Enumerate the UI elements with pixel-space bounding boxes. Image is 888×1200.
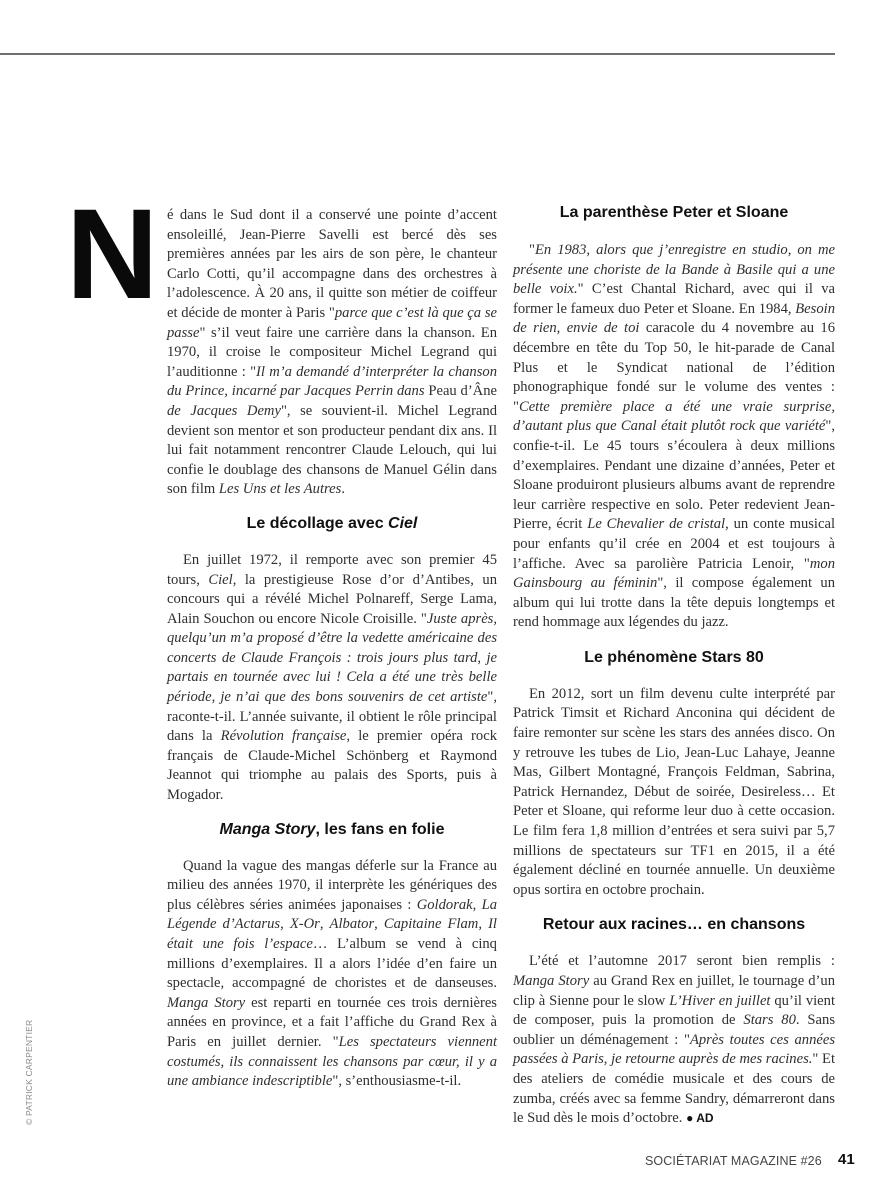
- heading-italic-text: Ciel: [388, 514, 418, 532]
- italic-text-run: Le Chevalier de cristal: [587, 516, 726, 533]
- italic-text-run: Révolution française: [220, 728, 347, 745]
- italic-text-run: de Jacques Demy: [167, 402, 281, 419]
- heading-text: Le décollage avec: [246, 514, 389, 532]
- paragraph-retour-racines: [513, 952, 835, 1128]
- text-run: .: [341, 481, 345, 498]
- italic-text-run: Goldorak: [416, 896, 473, 913]
- text-run: , le premier opéra rock français de Claude-Michel Schönberg et Raymond Jeannot qui triomphe au palais des Sports, puis à Mogador.: [167, 728, 497, 804]
- text-run: ,: [319, 916, 330, 933]
- paragraph-text: [513, 953, 835, 1126]
- text-run: ", se souvient-il. Michel Legrand devient son mentor et son producteur pendant dix ans. Il lui fait notamment rencontrer Claude Lelouch, qui lui confie le doublage des chansons de Manuel Gélin dans son film: [167, 402, 498, 498]
- text-run: Quand la vague des mangas déferle sur la France au milieu des années 1970, il interprète les génériques des plus célèbres séries animées japonaises :: [167, 857, 497, 913]
- text-run: est reparti en tournée ces trois dernières années en province, et a fait l’affiche du Grand Rex à Paris en juillet dernier. ": [167, 994, 497, 1050]
- italic-text-run: Les spectateurs viennent costumés, ils connaissent les chansons par cœur, il y a une ambiance indescriptible: [167, 1033, 497, 1090]
- page-number: 41: [838, 1151, 855, 1168]
- text-run: ,: [374, 916, 384, 933]
- section-heading-peter-sloane: La parenthèse Peter et Sloane: [559, 204, 789, 221]
- italic-text-run: Capitaine Flam: [383, 916, 479, 933]
- text-run: ", il compose également un album qui lui trotte dans la tête depuis longtemps et rend hommage aux légendes du jazz.: [513, 575, 835, 631]
- italic-text-run: Ciel: [208, 571, 233, 588]
- italic-text-run: X-Or: [289, 916, 320, 933]
- italic-text-run: En 1983, alors que j’enregistre en studio, on me présente une choriste de la Bande à Basile qui a une belle voix.: [513, 242, 835, 298]
- italic-text-run: Albator: [329, 916, 375, 933]
- text-run: , la prestigieuse Rose d’or d’Antibes, un concours qui a révélé Michel Polnareff, Serge Lama, Alain Souchon ou encore Nicole Croisille. ": [167, 571, 497, 627]
- text-run: caracole du 4 novembre au 16 décembre en tête du Top 50, le hit-parade de Canal Plus et le Syndicat national de l’édition phonographique fondé sur le volume des ventes : ": [513, 320, 835, 415]
- text-run: L’été et l’automne 2017 seront bien remplis :: [529, 953, 835, 970]
- text-run: , un conte musical pour enfants qu’il crée en 2004 et est toujours à l’affiche. Avec sa parolière Patricia Lenoir, ": [513, 516, 835, 572]
- text-run: ": [529, 242, 535, 258]
- text-run: " s’il veut faire une carrière dans la chanson. En 1970, il croise le compositeur Michel Legrand qui l’auditionne : ": [167, 324, 497, 380]
- italic-text-run: mon Gainsbourg au féminin: [513, 555, 835, 592]
- italic-text-run: Il était une fois l’espace: [167, 916, 497, 952]
- text-run: ", raconte-t-il. L’année suivante, il obtient le rôle principal dans la: [167, 689, 497, 745]
- section-heading-manga-story: [167, 820, 497, 840]
- text-run: " Et des ateliers de comédie musicale et des cours de zumba, créés avec sa femme Sandry, démarreront dans le Sud dès le mois d’octobre.: [513, 1051, 835, 1127]
- italic-text-run: Les Uns et les Autres: [218, 481, 342, 498]
- text-run: au Grand Rex en juillet, le tournage d’un clip à Sienne pour le slow: [513, 973, 835, 1009]
- text-run: En 2012, sort un film devenu culte interprété par Patrick Timsit et Richard Anconina qui décident de faire remonter sur scène les stars des années disco. On y retrouve les tubes de Lio, Jean-Luc Lahaye, Jeanne Mas, Gilbert Montagné, François Feldman, Sabrina, Patrick Hernandez, Début de soirée, Desireless… Et Peter et Sloane, qui reforme leur duo à cette occasion. Le film fera 1,8 million d’entrées et sera suivi par 5,7 millions de spectateurs sur TF1 en 2015, il a été également décliné en tournée annuelle. Un deuxième opus sortira en octobre prochain.: [513, 685, 835, 898]
- drop-cap: N: [66, 183, 157, 326]
- text-run: ,: [280, 916, 290, 933]
- paragraph-manga-story: [167, 857, 497, 1092]
- italic-text-run: La Légende d’Actarus: [167, 896, 498, 933]
- italic-text-run: Après toutes ces années passées à Paris, je retourne auprès de mes racines.: [513, 1031, 835, 1068]
- italic-text-run: Cette première place a été une vraie surprise, d’autant plus que Canal était plutôt rock que variété: [513, 398, 835, 435]
- italic-text-run: Stars 80: [743, 1012, 796, 1029]
- paragraph-decollage: [167, 551, 497, 806]
- heading-text: , les fans en folie: [315, 820, 445, 838]
- italic-text-run: Manga Story: [513, 973, 590, 989]
- italic-text-run: Besoin de rien, envie de toi: [513, 300, 835, 337]
- top-rule: [0, 53, 835, 55]
- italic-text-run: Manga Story: [167, 994, 246, 1011]
- paragraph-peter-sloane: [513, 241, 835, 633]
- italic-text-run: L’Hiver en juillet: [669, 992, 771, 1009]
- paragraph-stars-80: [513, 685, 835, 901]
- section-heading-stars-80: Le phénomène Stars 80: [584, 648, 764, 666]
- text-run: … L’album se vend à cinq millions d’exemplaires. Il a alors l’idée d’en faire un spectacle, accompagné de choristes et de danseuses.: [167, 936, 497, 992]
- heading-italic-text: Manga Story: [219, 820, 316, 838]
- text-run: é dans le Sud dont il a conservé une pointe d’accent ensoleillé, Jean-Pierre Savelli est bercé dès ses premières années par les airs de son père, le chanteur Carlo Cotti, qu’il accompagne dans des orchestres à l’adolescence. À 20 ans, il quitte son métier de coiffeur et décide de monter à Paris ": [167, 207, 497, 321]
- section-heading-decollage: [167, 514, 497, 534]
- text-run: qu’il vient de composer, puis la promotion de: [513, 992, 835, 1029]
- text-run: " C’est Chantal Richard, avec qui il va former le fameux duo Peter et Sloane. En 1984,: [513, 281, 835, 317]
- italic-text-run: Il m’a demandé d’interpréter la chanson du Prince, incarné par Jacques Perrin dans: [167, 363, 497, 400]
- italic-text-run: parce que c’est là que ça se passe: [167, 304, 497, 341]
- left-column: [167, 206, 497, 1092]
- section-heading-retour-racines: Retour aux racines… en chansons: [542, 916, 806, 934]
- italic-text-run: Juste après, quelqu’un m’a proposé d’être la vedette américaine des concerts de Claude François : trois jours plus tard, je partais en tournée avec lui ! Cela a été une très belle période, je n’ai que des bons souvenirs de cet artiste: [167, 610, 497, 706]
- text-run: ,: [478, 916, 489, 933]
- text-run: ,: [472, 896, 482, 913]
- text-run: En juillet 1972, il remporte avec son premier 45 tours,: [167, 551, 497, 588]
- text-run: ", confie-t-il. Le 45 tours s’écoulera à deux millions d’exemplaires. Pendant une dizaine d’années, Peter et Sloane produiront plusieurs albums avant de reprendre leur carrière respective en solo. Peter redevient Jean-Pierre, écrit: [513, 418, 835, 533]
- footer-magazine-title: SOCIÉTARIAT MAGAZINE #26: [645, 1154, 822, 1168]
- text-run: . Sans oublier un déménagement : ": [513, 1012, 836, 1048]
- text-run: ", s’enthousiasme-t-il.: [332, 1073, 462, 1090]
- right-column: [513, 203, 835, 1129]
- author-end-mark: ● AD: [686, 1111, 714, 1126]
- text-run: Peau d’Âne: [428, 383, 497, 400]
- photo-credit: © PATRICK CARPENTIER: [24, 1019, 34, 1125]
- intro-paragraph: [167, 206, 497, 500]
